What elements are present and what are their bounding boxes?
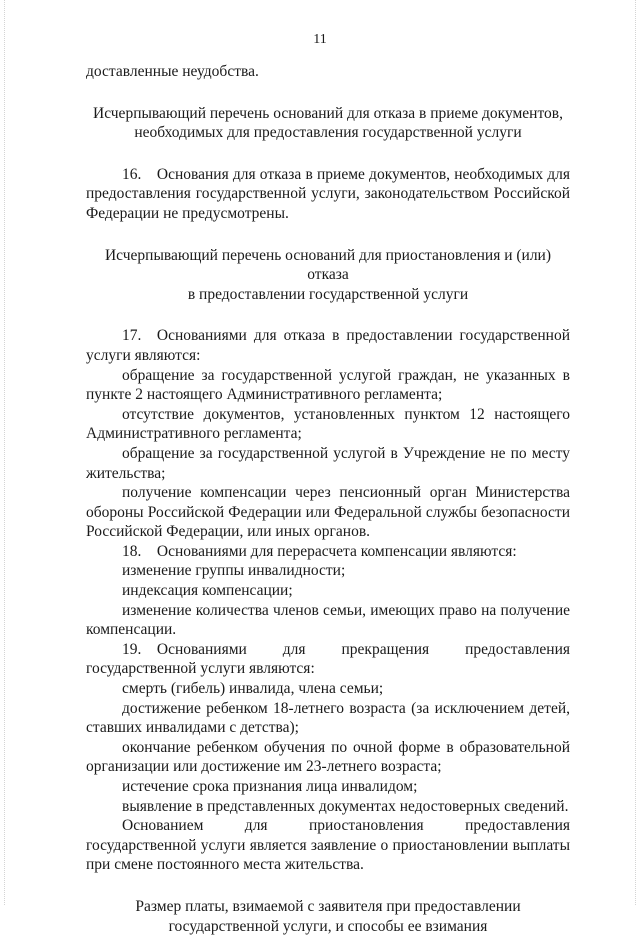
list-item: отсутствие документов, установленных пунктом 12 настоящего Административного регламента; (86, 405, 570, 443)
paragraph-18: 18. Основаниями для перерасчета компенсации являются: (122, 542, 517, 560)
list-item: смерть (гибель) инвалида, члена семьи; (122, 680, 384, 698)
paragraph-19: 19. Основаниями для прекращения предоставления государственной услуги являются: (86, 640, 570, 678)
list-item: достижение ребенком 18-летнего возраста (за исключением детей, ставших инвалидами с детства); (86, 699, 570, 737)
list-item: истечение срока признания лица инвалидом; (122, 778, 418, 795)
lead-text: доставленные неудобства. (86, 63, 259, 80)
paragraph-17: 17. Основаниями для отказа в предоставлении государственной услуги являются: (86, 327, 570, 364)
list-item: окончание ребенком обучения по очной форме в образовательной организации или достижение им 23-летнего возраста; (86, 738, 570, 776)
paragraph-suspension: Основанием для приостановления предоставления государственной услуги является заявление о приостановлении выплаты при смене постоянного места жительства. (86, 817, 570, 874)
list-item: получение компенсации через пенсионный орган Министерства обороны Российской Федерации или Федеральной службы безопасности Российской Федерации, или иных органов. (86, 484, 570, 541)
page-edge-right (635, 0, 636, 905)
heading-line: Исчерпывающий перечень оснований для приостановления и (или) отказа (104, 246, 552, 284)
page-number: 11 (313, 32, 327, 47)
list-item: индексация компенсации; (122, 582, 293, 600)
section-heading-payment (86, 897, 570, 936)
document-body (86, 62, 570, 936)
list-item: обращение за государственной услугой в Учреждение не по месту жительства; (86, 444, 570, 482)
heading-line: Исчерпывающий перечень оснований для отказа в приеме документов, (93, 104, 563, 122)
heading-line: Размер платы, взимаемой с заявителя при предоставлении (135, 897, 521, 915)
list-item: изменение группы инвалидности; (122, 562, 346, 580)
page-edge-left (4, 0, 5, 905)
list-item: изменение количества членов семьи, имеющих право на получение компенсации. (86, 601, 570, 639)
paragraph-16: 16. Основания для отказа в приеме документов, необходимых для предоставления государственной услуги, законодательством Российской Федерации не предусмотрены. (86, 165, 570, 222)
list-item: выявление в представленных документах недостоверных сведений. (122, 797, 569, 815)
heading-line: в предоставлении государственной услуги (187, 285, 469, 303)
section-heading-document-refusal (86, 104, 570, 143)
heading-line: государственной услуги, и способы ее взимания (168, 917, 488, 935)
list-item: обращение за государственной услугой граждан, не указанных в пункте 2 настоящего Административного регламента; (86, 366, 570, 404)
heading-line: необходимых для предоставления государственной услуги (134, 124, 522, 142)
section-heading-suspension-refusal (86, 246, 570, 305)
